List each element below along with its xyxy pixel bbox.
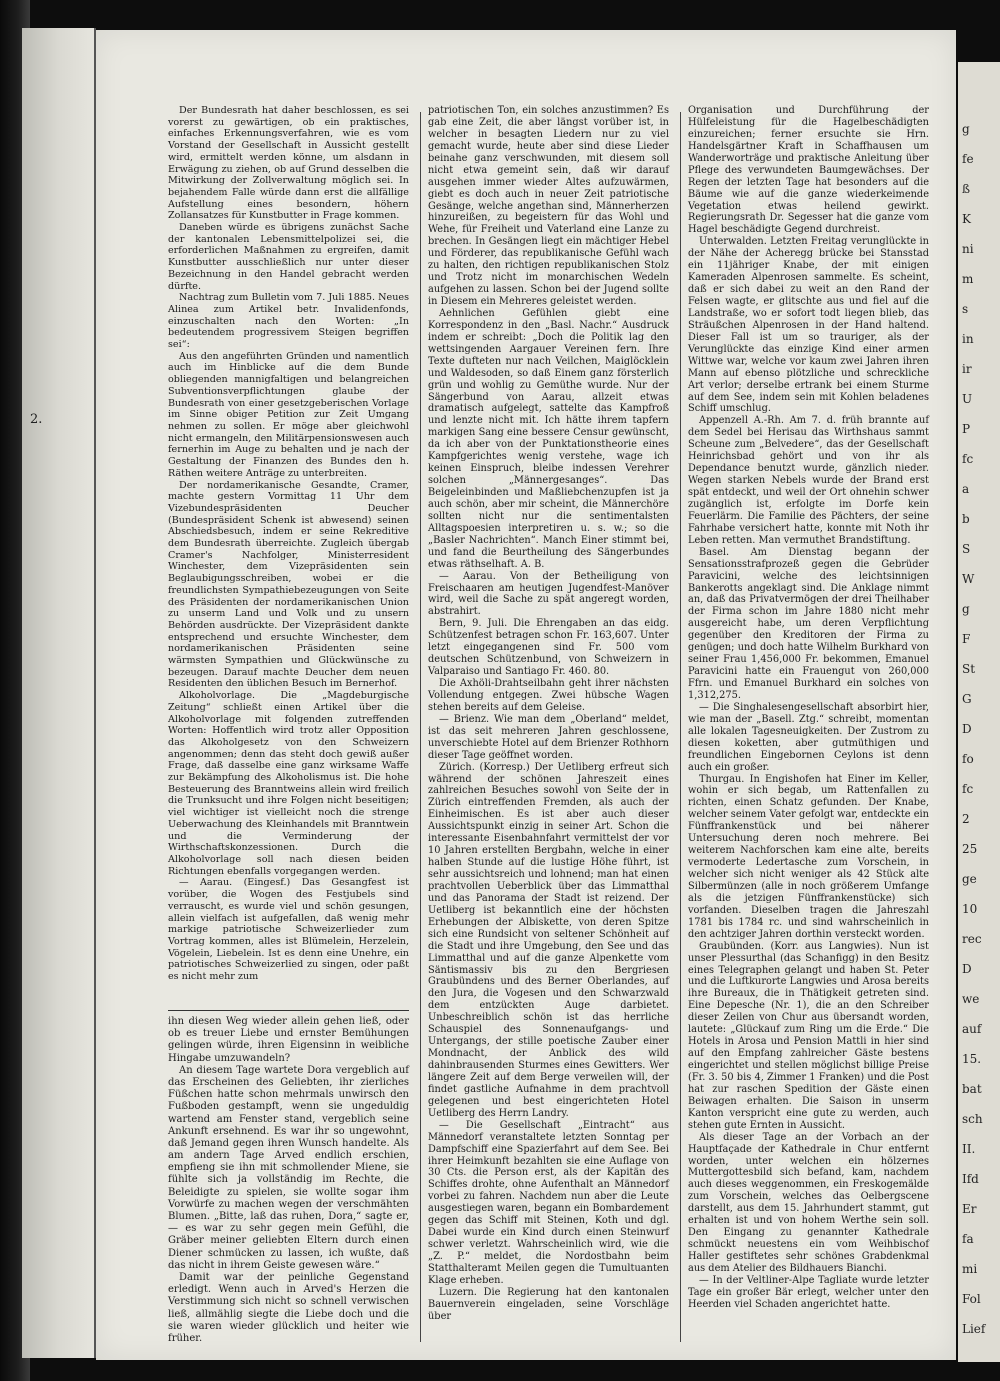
adjacent-page-text: 2 bbox=[962, 812, 970, 826]
adjacent-page-text: ß bbox=[962, 182, 971, 196]
adjacent-page-text: m bbox=[962, 272, 974, 286]
adjacent-page-text: rec bbox=[962, 932, 982, 946]
col2-paragraph: Luzern. Die Regierung hat den kantonalen Bauernverein eingeladen, seine Vorschläge über bbox=[428, 1286, 669, 1322]
col3-paragraph: Unterwalden. Letzten Freitag verunglückte in der Nähe der Acheregg brücke bei Stansstad ein 11jähriger Knabe, der mit einigen Kameraden Alpenrosen sammelte. Es scheint, daß er sich dabei zu weit an den Rand der Felsen wagte, er glitschte aus und fiel auf die Landstraße, wo er sofort todt liegen blieb, das Sträußchen Alpenrosen in der Hand haltend. Dieser Fall ist um so trauriger, als der Verunglückte das einzige Kind einer armen Wittwe war, welche vor kaum zwei Jahren ihren Mann auf ebenso plötzliche und schreckliche Art verlor; derselbe ertrank bei einem Sturme auf dem See, indem sein mit Kohlen beladenes Schiff umschlug. bbox=[688, 236, 929, 415]
adjacent-page-text: D bbox=[962, 962, 972, 976]
adjacent-page-text: fo bbox=[962, 752, 974, 766]
col2-paragraph: — Aarau. Von der Betheiligung von Freischaaren am heutigen Jugendfest-Manöver wird, weil die Sache zu spät angeregt worden, abstrahirt. bbox=[428, 570, 669, 618]
adjacent-page-text: Er bbox=[962, 1202, 977, 1216]
adjacent-page-text: bat bbox=[962, 1082, 982, 1096]
adjacent-page-text: g bbox=[962, 122, 970, 136]
feuilleton-rule bbox=[168, 1010, 409, 1011]
column-3 bbox=[688, 105, 929, 1311]
adjacent-page-text: g bbox=[962, 602, 970, 616]
adjacent-page-text: ni bbox=[962, 242, 974, 256]
col3-paragraph: Graubünden. (Korr. aus Langwies). Nun ist unser Plessurthal (das Schanfigg) in den Besitz eines Telegraphen gelangt und haben St. Peter und die Luftkurorte Langwies und Arosa bereits ihre Bureaux, die in Thätigkeit getreten sind. Eine Depesche (Nr. 1), die an den Schreiber dieser Zeilen von Chur aus übersandt worden, lautete: „Glückauf zum Ring um die Erde.“ Die Hotels in Arosa und Pension Mattli in hier sind auf den Empfang zahlreicher Gäste bestens eingerichtet und stellen möglichst billige Preise (Fr. 3. 50 bis 4, Zimmer 1 Franken) und die Post hat zur raschen Spedition der Gäste einen Beiwagen erhalten. Die Saison in unserm Kanton verspricht eine gute zu werden, auch stehen gute Ernten in Aussicht. bbox=[688, 940, 929, 1131]
col1-paragraph: Der Bundesrath hat daher beschlossen, es sei vorerst zu gewärtigen, ob ein praktisches, einfaches Erkennungsverfahren, wie es vom Vorstand der Gesellschaft in Aussicht gestellt wird, ermittelt werden könne, um alsdann in Erwägung zu ziehen, ob auf Grund desselben die Mitwirkung der Zollverwaltung möglich sei. In bejahendem Falle würde dann erst die allfällige Aufstellung eines besondern, höhern Zollansatzes für Kunstbutter in Frage kommen. bbox=[168, 105, 409, 222]
adjacent-page-text: D bbox=[962, 722, 972, 736]
adjacent-page-text: Fol bbox=[962, 1292, 981, 1306]
adjacent-page-text: II. bbox=[962, 1142, 976, 1156]
adjacent-page-text: in bbox=[962, 332, 974, 346]
col3-paragraph: Basel. Am Dienstag begann der Sensationsstrafprozeß gegen die Gebrüder Paravicini, welche des leichtsinnigen Bankerotts angeklagt sind. Die Anklage nimmt an, daß das Privatvermögen der drei Theilhaber der Firma schon im Jahre 1880 nicht mehr ausgereicht habe, um deren Verpflichtung gegenüber den Kreditoren der Firma zu genügen; und doch hatte Wilhelm Burkhard von seiner Frau 1,456,000 Fr. bekommen, Emanuel Paravicini hatte ein Frauengut von 260,000 Ffrn. und Emanuel Burkhard ein solches von 1,312,275. bbox=[688, 546, 929, 701]
adjacent-page-text: P bbox=[962, 422, 971, 436]
col2-paragraph: Aehnlichen Gefühlen giebt eine Korrespondenz in den „Basl. Nachr.“ Ausdruck indem er schreibt: „Doch die Politik lag den wettsingenden Aargauer Vereinen fern. Ihre Texte dufteten nur nach Veilchen, Maiglöcklein und Waldesoden, so daß Einem ganz försterlich grün und wohlig zu Gemüthe wurde. Nur der Sängerbund von Aarau, allzeit etwas dramatisch aufgelegt, sattelte das Kampfroß und lenzte nicht mit. Ich hätte ihrem tapfern markigen Sang eine bessere Censur gewünscht, da ich aber von der Punktationstheorie eines Kampfgerichtes wenig verstehe, wage ich keinen Einspruch, bleibe indessen Verehrer solchen „Männergesanges“. Das Beigeleinbinden und Maßliebchenzupfen ist ja auch schön, aber mir scheint, die Männerchöre sollten nicht nur die sentimentalsten Alltagspoesien interpretiren u. s. w.; so die „Basler Nachrichten“. Manch Einer stimmt bei, und fand die Beurtheilung des Sängerbundes etwas räthselhaft. A. B. bbox=[428, 307, 669, 570]
adjacent-page-text: fa bbox=[962, 1232, 974, 1246]
page-edge-strip bbox=[22, 28, 96, 1358]
col2-paragraph: patriotischen Ton, ein solches anzustimmen? Es gab eine Zeit, die aber längst vorüber ist, in welcher in besagten Liedern nur zu viel gemacht wurde, heute aber sind diese Lieder beinahe ganz verschwunden, mit diesem soll nicht etwa gemeint sein, daß wir darauf ausgehen immer wieder Altes aufzuwärmen, giebt es doch auch in neuer Zeit patriotische Gesänge, welche angethan sind, Männerherzen hinzureißen, zu begeistern für das Wohl und Wehe, für Freiheit und Vaterland eine Lanze zu brechen. In Gesängen liegt ein mächtiger Hebel und Förderer, das republikanische Gefühl wach zu halten, den richtigen republikanischen Stolz und Trotz nicht im monarchischen Wedeln aufgehen zu lassen. Schon bei der Jugend sollte in Diesem ein Mehreres geleistet werden. bbox=[428, 105, 669, 307]
column-rule-2 bbox=[680, 112, 681, 1342]
col3-paragraph: — Die Singhalesengesellschaft absorbirt hier, wie man der „Basell. Ztg.“ schreibt, momentan alle lokalen Tagesneuigkeiten. Der Zustrom zu diesen koketten, aber gutmüthigen und freundlichen Eingebornen Ceylons ist denn auch ein großer. bbox=[688, 701, 929, 773]
adjacent-page-text: F bbox=[962, 632, 971, 646]
adjacent-page-text: fc bbox=[962, 782, 974, 796]
adjacent-page-text: W bbox=[962, 572, 975, 586]
adjacent-page-text: mi bbox=[962, 1262, 978, 1276]
adjacent-page-text: Ifd bbox=[962, 1172, 979, 1186]
col3-paragraph: Organisation und Durchführung der Hülfeleistung für die Hagelbeschädigten einzureichen; ferner ersuchte sie Hrn. Handelsgärtner Kraft in Schaffhausen um Wanderworträge und praktische Anleitung über Pflege des verwundeten Baumgewächses. Der Regen der letzten Tage hat besonders auf die Bäume wie auf die ganze wiederkeimende Vegetation etwas heilend gewirkt. Regierungsrath Dr. Segesser hat die ganze vom Hagel beschädigte Gegend durchreist. bbox=[688, 105, 929, 236]
col3-paragraph: Appenzell A.-Rh. Am 7. d. früh brannte auf dem Sedel bei Herisau das Wirthshaus sammt Scheune zum „Belvedere“, das der Gesellschaft Heinrichsbad gehört und von ihr als Dependance benutzt wurde, gänzlich nieder. Wegen starken Nebels wurde der Brand erst spät entdeckt, und weil der Ort ohnehin schwer zugänglich ist, erfolgte im Dorfe kein Feuerlärm. Die Familie des Pächters, der seine Fahrhabe versichert hatte, konnte mit Noth ihr Leben retten. Man vermuthet Brandstiftung. bbox=[688, 415, 929, 546]
adjacent-page-text: 15. bbox=[962, 1052, 982, 1066]
col1-paragraph: Alkoholvorlage. Die „Magdeburgische Zeitung“ schließt einen Artikel über die Alkoholvorlage mit folgenden zutreffenden Worten: Hoffentlich wird trotz aller Opposition das Alkoholgesetz von den Schweizern angenommen; denn das steht doch gewiß außer Frage, daß dasselbe eine ganz wirksame Waffe zur Bekämpfung des Alkoholismus ist. Die hohe Besteuerung des Branntweins allein wird freilich die Trunksucht und ihre Folgen nicht beseitigen; viel wichtiger ist vielleicht noch die strenge Ueberwachung des Kleinhandels mit Branntwein und die Verminderung der Wirthschaftskonzessionen. Durch die Alkoholvorlage soll nach diesen beiden Richtungen ebenfalls vorgegangen werden. bbox=[168, 690, 409, 877]
adjacent-page-text: ge bbox=[962, 872, 977, 886]
adjacent-page-text: 25 bbox=[962, 842, 978, 856]
col2-paragraph: Zürich. (Korresp.) Der Uetliberg erfreut sich während der schönen Jahreszeit eines zahlreichen Besuches sowohl von Seite der in Zürich eintreffenden Fremden, als auch der Einheimischen. Es ist aber auch dieser Aussichtspunkt einzig in seiner Art. Schon die interessante Eisenbahnfahrt vermittelst der vor 10 Jahren erstellten Bergbahn, welche in einer halben Stunde auf die lustige Höhe führt, ist sehr aussichtsreich und lohnend; man hat einen prachtvollen Ueberblick über das Limmatthal und das Panorama der Stadt ist reizend. Der Uetliberg ist bekanntlich eine der höchsten Erhebungen der Albiskette, von deren Spitze sich eine Rundsicht von seltener Schönheit auf die Stadt und ihre Umgebung, den See und das Limmatthal und auf die ganze Alpenkette vom Säntismassiv bis zu den Bergriesen Graubündens und des Berner Oberlandes, auf den Jura, die Vogesen und den Schwarzwald dem entzückten Auge darbietet. Unbeschreiblich schön ist das herrliche Schauspiel des Sonnenaufgangs- und Untergangs, der stille poetische Zauber einer Mondnacht, der Anblick des wild dahinbrausenden Sturmes eines Gewitters. Wer längere Zeit auf dem Berge verweilen will, der findet gastliche Aufnahme in dem prachtvoll gelegenen und best eingerichteten Hotel Uetliberg des Herrn Landry. bbox=[428, 761, 669, 1119]
col3-paragraph: Thurgau. In Engishofen hat Einer im Keller, wohin er sich begab, um Rattenfallen zu richten, einen Schatz gefunden. Der Knabe, welcher seinem Vater gefolgt war, entdeckte ein Fünffrankenstück und bei näherer Untersuchung deren noch mehrere. Bei weiterem Nachforschen kam eine alte, bereits vermoderte Ledertasche zum Vorschein, in welcher sich nicht weniger als 42 Stück alte Silbermünzen (alle in noch größerem Umfange als die jetzigen Fünffrankenstücke) sich vorfanden. Dieselben tragen die Jahreszahl 1781 bis 1784 rc. und sind wahrscheinlich in den achtziger Jahren dorthin versteckt worden. bbox=[688, 773, 929, 940]
col2-paragraph: Bern, 9. Juli. Die Ehrengaben an das eidg. Schützenfest betragen schon Fr. 163,607. Unter letzt eingegangenen sind Fr. 500 vom deutschen Schützenbund, von Schweizern in Valparaiso und Santiago Fr. 460. 80. bbox=[428, 618, 669, 678]
col1-paragraph: Der nordamerikanische Gesandte, Cramer, machte gestern Vormittag 11 Uhr dem Vizebundespräsidenten Deucher (Bundespräsident Schenk ist abwesend) seinen Abschiedsbesuch, indem er seine Rekreditive dem Bundesrath überreichte. Zugleich übergab Cramer's Nachfolger, Ministerresident Winchester, dem Vizepräsidenten sein Beglaubigungsschreiben, wobei er die freundlichsten Sympathiebezeugungen von Seite des Präsidenten der nordamerikanischen Union zu unserm Land und Volk und zu unsern Behörden ausdrückte. Der Vizepräsident dankte entsprechend und ersuchte Winchester, dem nordamerikanischen Präsidenten seine wärmsten Sympathien und Glückwünsche zu bezeugen. Darauf machte Deucher dem neuen Residenten den üblichen Besuch im Bernerhof. bbox=[168, 479, 409, 690]
adjacent-page-text: a bbox=[962, 482, 970, 496]
adjacent-page-text: S bbox=[962, 542, 971, 556]
adjacent-page-text: 10 bbox=[962, 902, 978, 916]
feuilleton-paragraph: Damit war der peinliche Gegenstand erledigt. Wenn auch in Arved's Herzen die Verstimmung sich nicht so schnell verwischen ließ, allmählig siegte die Liebe doch und die sie waren wieder glücklich und heiter wie früher. bbox=[168, 1271, 409, 1344]
col2-paragraph: — Brienz. Wie man dem „Oberland“ meldet, ist das seit mehreren Jahren geschlossene, unverschiebte Hotel auf dem Brienzer Rothhorn dieser Tage geöffnet worden. bbox=[428, 713, 669, 761]
col1-paragraph: — Aarau. (Eingesf.) Das Gesangfest ist vorüber, die Wogen des Festjubels sind verrauscht, es wurde viel und schön gesungen, allein vielfach ist aufgefallen, daß wenig mehr markige patriotische Schweizerlieder zum Vortrag kommen, alles ist Blümelein, Herzelein, Vögelein, Liebelein. Ist es denn eine Unehre, ein patriotisches Schweizerlied zu singen, oder paßt es nicht mehr zum bbox=[168, 877, 409, 983]
column-1-feuilleton bbox=[168, 1016, 409, 1345]
feuilleton-paragraph: An diesem Tage wartete Dora vergeblich auf das Erscheinen des Geliebten, ihr zierliches Füßchen hatte schon mehrmals unwirsch den Fußboden gestampft, wenn sie ungeduldig wartend am Fenster stand, vergeblich seine Ankunft ersehnend. Es war ihr so ungewohnt, daß Jemand gegen ihren Wunsch handelte. Als am andern Tage Arved endlich erschien, empfieng sie ihn mit schmollender Miene, sie fühlte sich ja vollständig im Rechte, die Beleidigte zu spielen, sie wollte sogar ihm Vorwürfe zu machen wegen der verschmähten Blumen. „Bitte, laß das ruhen, Dora,“ sagte er, — es war zu sehr gegen mein Gefühl, die Gräber meiner geliebten Eltern durch einen Diener schmücken zu lassen, ich wußte, daß das nicht in ihrem Geiste gewesen wäre.“ bbox=[168, 1064, 409, 1271]
adjacent-page-text: ir bbox=[962, 362, 972, 376]
adjacent-page-text: Lief bbox=[962, 1322, 986, 1336]
adjacent-page-text: we bbox=[962, 992, 980, 1006]
col1-paragraph: Nachtrag zum Bulletin vom 7. Juli 1885. Neues Alinea zum Artikel betr. Invalidenfonds, einzuschalten nach den Worten: „In bedeutendem progressivem Steigen begriffen sei“: bbox=[168, 292, 409, 351]
col2-paragraph: Die Axhöli-Drahtseilbahn geht ihrer nächsten Vollendung entgegen. Zwei hübsche Wagen stehen bereits auf dem Geleise. bbox=[428, 678, 669, 713]
adjacent-page-fragment bbox=[958, 62, 1000, 1362]
col3-paragraph: Als dieser Tage an der Vorbach an der Hauptfaçade der Kathedrale in Chur entfernt worden, unter welchen ein hölzernes Muttergottesbild sich befand, kam, nachdem auch dieses weggenommen, ein Freskogemälde zum Vorschein, welches das Oelbergscene darstellt, aus dem 15. Jahrhundert stammt, gut erhalten ist und von hohem Werthe sein soll. Den Eingang zu genannter Kathedrale schmückt neuestens ein vom Weihbischof Haller gestiftetes sehr schönes Grabdenkmal aus dem Atelier des Bildhauers Bianchi. bbox=[688, 1131, 929, 1274]
margin-mark: 2. bbox=[30, 412, 43, 427]
col3-paragraph: — In der Veltliner-Alpe Tagliate wurde letzter Tage ein großer Bär erlegt, welcher unter den Heerden viel Schaden angerichtet hatte. bbox=[688, 1274, 929, 1310]
adjacent-page-text: sch bbox=[962, 1112, 983, 1126]
col2-paragraph: — Die Gesellschaft „Eintracht“ aus Männedorf veranstaltete letzten Sonntag per Dampfschiff eine Spazierfahrt auf dem See. Bei ihrer Heimkunft bezahlten sie eine Auflage von 30 Cts. die Person erst, als der Kapitän des Schiffes drohte, ohne Aufenthalt an Männedorf vorbei zu fahren. Nachdem nun aber die Leute ausgestiegen waren, begann ein Bombardement gegen das Schiff mit Steinen, Koth und dgl. Dabei wurde ein Kind durch einen Steinwurf schwer verletzt. Wahrscheinlich wird, wie die „Z. P.“ meldet, die Nordostbahn beim Statthalteramt Meilen gegen die Tumultuanten Klage erheben. bbox=[428, 1119, 669, 1286]
adjacent-page-text: b bbox=[962, 512, 970, 526]
col1-paragraph: Aus den angeführten Gründen und namentlich auch im Hinblicke auf die dem Bunde obliegenden mannigfaltigen und belangreichen Subventionsverpflichtungen glaube der Bundesrath von einer gesetzgeberischen Vorlage im Sinne obiger Petition zur Zeit Umgang nehmen zu sollen. Er möge aber gleichwohl nicht ermangeln, den Militärpensionswesen auch fernerhin im Auge zu behalten und je nach der Gestaltung der Finanzen des Bundes den h. Räthen weitere Anträge zu unterbreiten. bbox=[168, 350, 409, 479]
adjacent-page-text: K bbox=[962, 212, 971, 226]
adjacent-page-text: U bbox=[962, 392, 973, 406]
adjacent-page-text: auf bbox=[962, 1022, 982, 1036]
column-rule-1 bbox=[420, 112, 421, 1342]
feuilleton-paragraph: ihn diesen Weg wieder allein gehen ließ, oder ob es treuer Liebe und ernster Bemühungen gelingen würde, ihren Eigensinn in weibliche Hingabe umzuwandeln? bbox=[168, 1016, 409, 1064]
adjacent-page-text: St bbox=[962, 662, 976, 676]
col1-paragraph: Daneben würde es übrigens zunächst Sache der kantonalen Lebensmittelpolizei sei, die erforderlichen Maßnahmen zu ergreifen, damit Kunstbutter ausschließlich nur unter dieser Bezeichnung in den Handel gebracht werden dürfte. bbox=[168, 222, 409, 292]
column-2 bbox=[428, 105, 669, 1323]
adjacent-page-text: fc bbox=[962, 452, 974, 466]
adjacent-page-text: G bbox=[962, 692, 972, 706]
adjacent-page-text: s bbox=[962, 302, 969, 316]
adjacent-page-text: fe bbox=[962, 152, 974, 166]
column-1 bbox=[168, 105, 409, 983]
